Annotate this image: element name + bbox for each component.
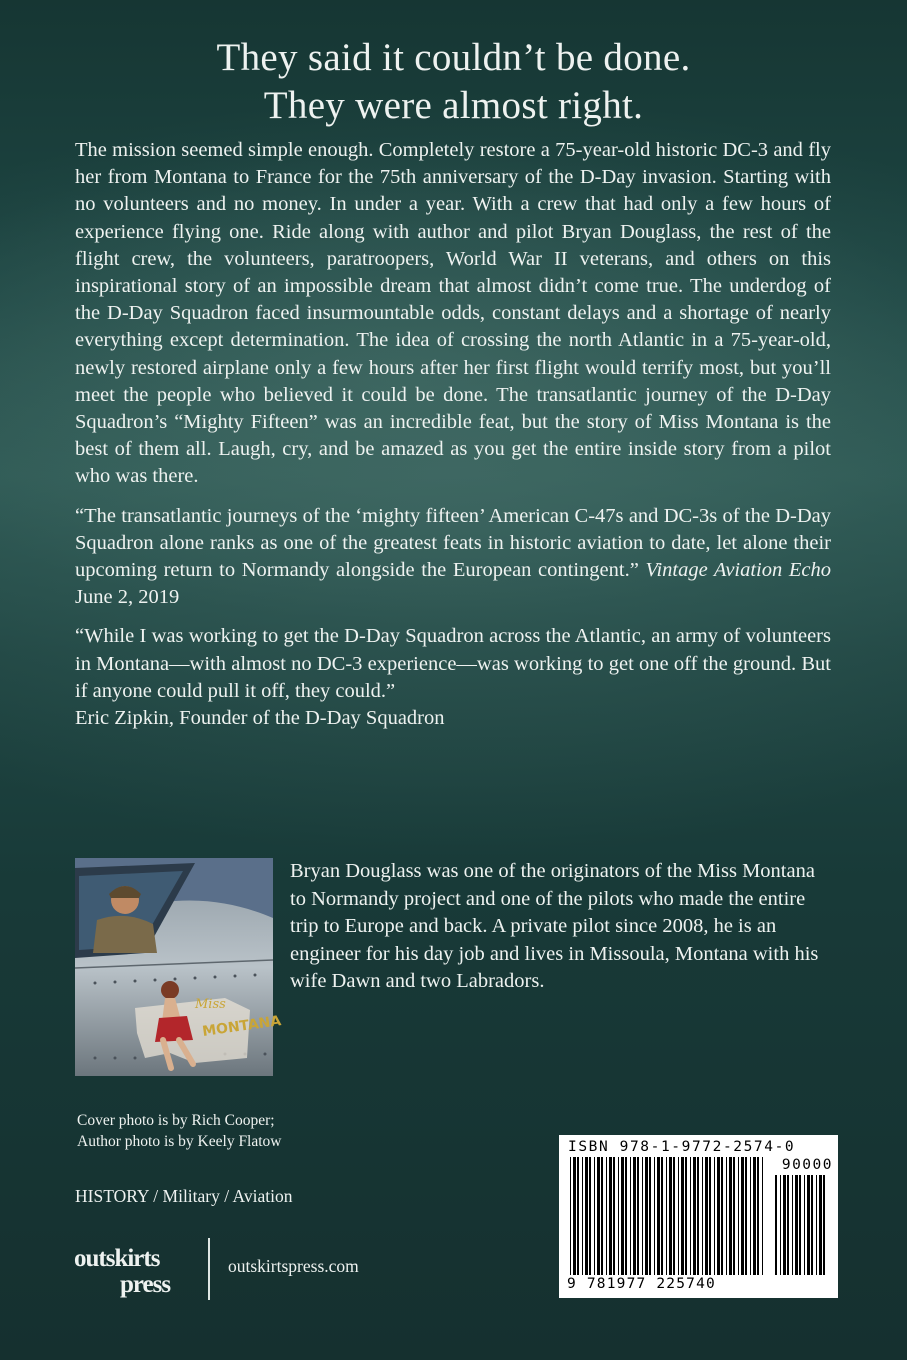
barcode-bar	[645, 1157, 648, 1275]
barcode-bar	[750, 1157, 751, 1275]
barcode-bar	[726, 1157, 727, 1275]
author-photo-illustration	[75, 858, 283, 1076]
author-photo	[75, 858, 283, 1076]
barcode-bar	[661, 1157, 663, 1275]
barcode-bar	[762, 1157, 763, 1275]
barcode-bar	[819, 1175, 822, 1275]
barcode-bar	[745, 1157, 747, 1275]
barcode-bar	[780, 1175, 781, 1275]
endorsement-quote	[75, 623, 831, 732]
headline-line-2: They were almost right.	[263, 84, 644, 127]
barcode-bar	[697, 1157, 699, 1275]
barcode-bar	[609, 1157, 612, 1275]
bisac-category: HISTORY / Military / Aviation	[75, 1186, 293, 1206]
review-date: June 2, 2019	[75, 586, 180, 609]
barcode-bar	[792, 1175, 793, 1275]
barcode-bar	[709, 1157, 711, 1275]
barcode-digits: 9 781977 225740	[567, 1276, 716, 1292]
outskirts-press-logo	[72, 1240, 202, 1300]
barcode-bar	[613, 1157, 615, 1275]
publisher-url: outskirtspress.com	[228, 1256, 359, 1276]
barcode-bar	[775, 1175, 777, 1275]
barcode-bar	[729, 1157, 732, 1275]
isbn-barcode	[559, 1135, 838, 1298]
barcode-bar	[601, 1157, 603, 1275]
logo-word-press: press	[120, 1271, 171, 1298]
barcode-bar	[807, 1175, 810, 1275]
barcode-bar	[783, 1175, 786, 1275]
addon-barcode-bars	[773, 1175, 831, 1275]
barcode-bar	[597, 1157, 600, 1275]
barcode-bar	[657, 1157, 660, 1275]
barcode-bar	[757, 1157, 759, 1275]
price-code: 90000	[781, 1157, 833, 1173]
barcode-bar	[618, 1157, 619, 1275]
barcode-bar	[625, 1157, 627, 1275]
nose-art-miss: Miss	[195, 997, 226, 1012]
barcode-bar	[799, 1175, 801, 1275]
barcode-bar	[705, 1157, 708, 1275]
barcode-bar	[717, 1157, 720, 1275]
headline-line-1: They said it couldn’t be done.	[216, 36, 691, 79]
barcode-bar	[733, 1157, 735, 1275]
barcode-bar	[666, 1157, 667, 1275]
barcode-bar	[702, 1157, 703, 1275]
photo-credits	[77, 1110, 407, 1152]
barcode-bar	[582, 1157, 583, 1275]
barcode-bar	[606, 1157, 607, 1275]
logo-word-outskirts: outskirts	[74, 1245, 160, 1272]
barcode-bar	[685, 1157, 687, 1275]
review-source: Vintage Aviation Echo	[645, 559, 831, 582]
barcode-bar	[654, 1157, 655, 1275]
barcode-bar	[570, 1157, 571, 1275]
barcode-bar	[741, 1157, 744, 1275]
review-quote-text: “The transatlantic journeys of the ‘mighty fifteen’ American C-47s and DC-3s of the D-Day Squadron alone ranks as one of the greatest feats in historic aviation to date, let alone their upcoming return to Normandy alongside the European contingent.”	[75, 504, 831, 582]
nose-art-montana: MONTANA	[201, 1013, 283, 1040]
barcode-bar	[633, 1157, 636, 1275]
endorsement-attribution: Eric Zipkin, Founder of the D-Day Squadron	[75, 707, 445, 730]
barcode-bar	[816, 1175, 817, 1275]
barcode-bar	[823, 1175, 825, 1275]
barcode-bar	[738, 1157, 739, 1275]
author-photo-credit: Author photo is by Keely Flatow	[77, 1133, 282, 1150]
cover-photo-credit: Cover photo is by Rich Cooper;	[77, 1112, 275, 1129]
logo-divider	[208, 1238, 210, 1300]
barcode-bar	[811, 1175, 813, 1275]
barcode-bar	[690, 1157, 691, 1275]
barcode-bar	[649, 1157, 651, 1275]
barcode-bar	[637, 1157, 639, 1275]
barcode-bar	[669, 1157, 672, 1275]
barcode-bar	[795, 1175, 798, 1275]
barcode-bar	[721, 1157, 723, 1275]
barcode-bar	[585, 1157, 588, 1275]
barcode-bar	[678, 1157, 679, 1275]
barcode-bar	[804, 1175, 805, 1275]
barcode-bar	[787, 1175, 789, 1275]
barcode-bar	[573, 1157, 576, 1275]
book-description: The mission seemed simple enough. Completely restore a 75-year-old historic DC-3 and fly her from Montana to France for the 75th anniversary of the D-Day invasion. Starting with no volunteers and no money. In under a year. With a crew that had only a few hours of experience flying one. Ride along with author and pilot Bryan Douglass, the rest of the flight crew, the volunteers, paratroopers, World War II veterans, and others on this inspirational story of an impossible dream that almost didn’t come true. The underdog of the D-Day Squadron faced insurmountable odds, constant delays and a shortage of nearly everything except determination. The idea of crossing the north Atlantic in a 75-year-old, newly restored airplane only a few hours after her first flight would terrify most, but you’ll meet the people who believed it could be done. The transatlantic journey of the D-Day Squadron’s “Mighty Fifteen” was an incredible feat, but the story of Miss Montana is the best of them all. Laugh, cry, and be amazed as you get the entire inside story from a pilot who was there.	[75, 139, 831, 488]
review-quote	[75, 503, 831, 612]
barcode-bar	[621, 1157, 624, 1275]
barcode-bar	[753, 1157, 756, 1275]
barcode-bar	[577, 1157, 579, 1275]
ean-barcode-bars	[568, 1157, 768, 1275]
barcode-bar	[594, 1157, 595, 1275]
barcode-bar	[714, 1157, 715, 1275]
barcode-bar	[630, 1157, 631, 1275]
barcode-bar	[589, 1157, 591, 1275]
barcode-bar	[673, 1157, 675, 1275]
barcode-bar	[693, 1157, 696, 1275]
endorsement-text: “While I was working to get the D-Day Squadron across the Atlantic, an army of volunteers in Montana—with almost no DC-3 experience—was working to get one off the ground. But if anyone could pull it off, they could.”	[75, 625, 831, 702]
barcode-bar	[642, 1157, 643, 1275]
author-bio: Bryan Douglass was one of the originators of the Miss Montana to Normandy project and one of the pilots who made the entire trip to Europe and back. A private pilot since 2008, he is an engineer for his day job and lives in Missoula, Montana with his wife Dawn and two Labradors.	[290, 860, 819, 992]
back-cover-copy	[75, 137, 831, 744]
isbn-number: ISBN 978-1-9772-2574-0	[568, 1139, 796, 1155]
barcode-bar	[681, 1157, 684, 1275]
headline	[0, 34, 907, 130]
